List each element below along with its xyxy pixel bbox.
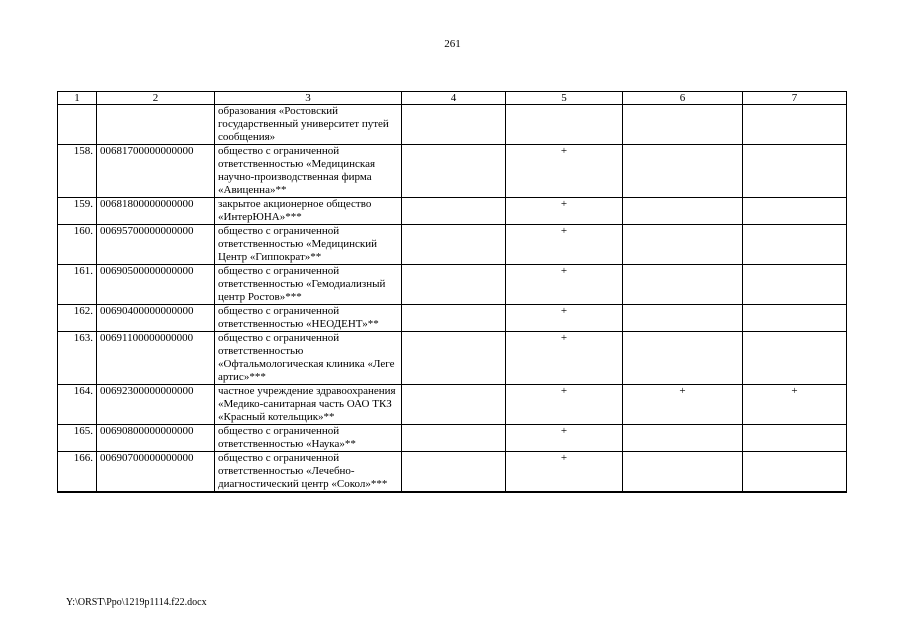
row-col7 bbox=[743, 305, 847, 332]
row-code: 00690400000000000 bbox=[97, 305, 215, 332]
row-col5: + bbox=[506, 198, 623, 225]
row-col6 bbox=[623, 198, 743, 225]
row-organization-name bbox=[215, 492, 402, 493]
row-col6 bbox=[623, 225, 743, 265]
row-col4 bbox=[402, 105, 506, 145]
column-header-5: 5 bbox=[506, 92, 623, 105]
row-code: 00690800000000000 bbox=[97, 425, 215, 452]
row-col6 bbox=[623, 305, 743, 332]
table-row bbox=[58, 332, 847, 385]
row-col6 bbox=[623, 332, 743, 385]
row-col7 bbox=[743, 198, 847, 225]
row-code: 00690700000000000 bbox=[97, 452, 215, 492]
row-code: 00692300000000000 bbox=[97, 385, 215, 425]
row-number: 162. bbox=[58, 305, 97, 332]
row-number: 163. bbox=[58, 332, 97, 385]
row-col6 bbox=[623, 452, 743, 492]
row-col5: + bbox=[506, 145, 623, 198]
column-header-6: 6 bbox=[623, 92, 743, 105]
column-header-4: 4 bbox=[402, 92, 506, 105]
row-col7 bbox=[743, 225, 847, 265]
row-organization-name: общество с ограниченной ответственностью «Наука»** bbox=[215, 425, 402, 452]
row-number: 165. bbox=[58, 425, 97, 452]
table-row bbox=[58, 145, 847, 198]
row-number: 158. bbox=[58, 145, 97, 198]
registry-table bbox=[57, 91, 847, 493]
row-organization-name: общество с ограниченной ответственностью «НЕОДЕНТ»** bbox=[215, 305, 402, 332]
row-col6: + bbox=[623, 385, 743, 425]
row-code bbox=[97, 492, 215, 493]
row-col4 bbox=[402, 332, 506, 385]
row-organization-name: общество с ограниченной ответственностью «Медицинский Центр «Гиппократ»** bbox=[215, 225, 402, 265]
row-col6 bbox=[623, 425, 743, 452]
row-number: 161. bbox=[58, 265, 97, 305]
column-header-3: 3 bbox=[215, 92, 402, 105]
row-col4 bbox=[402, 265, 506, 305]
row-col4 bbox=[402, 305, 506, 332]
row-col7 bbox=[743, 452, 847, 492]
row-organization-name: закрытое акционерное общество «ИнтерЮНА»*** bbox=[215, 198, 402, 225]
row-col4 bbox=[402, 145, 506, 198]
row-col5 bbox=[506, 105, 623, 145]
table-row bbox=[58, 198, 847, 225]
row-number: 159. bbox=[58, 198, 97, 225]
row-col6 bbox=[623, 265, 743, 305]
row-col5: + bbox=[506, 332, 623, 385]
row-col7 bbox=[743, 105, 847, 145]
row-col6 bbox=[623, 145, 743, 198]
row-code: 00695700000000000 bbox=[97, 225, 215, 265]
column-header-7: 7 bbox=[743, 92, 847, 105]
row-code: 00691100000000000 bbox=[97, 332, 215, 385]
table-row bbox=[58, 105, 847, 145]
header-row bbox=[58, 92, 847, 105]
row-code: 00681700000000000 bbox=[97, 145, 215, 198]
row-col7 bbox=[743, 425, 847, 452]
row-col4 bbox=[402, 198, 506, 225]
row-col5: + bbox=[506, 305, 623, 332]
row-col4 bbox=[402, 452, 506, 492]
row-col5: + bbox=[506, 452, 623, 492]
row-organization-name: общество с ограниченной ответственностью «Лечебно-диагностический центр «Сокол»*** bbox=[215, 452, 402, 492]
row-organization-name: общество с ограниченной ответственностью «Медицинская научно-производственная фирма «Авиценна»** bbox=[215, 145, 402, 198]
row-number: 166. bbox=[58, 452, 97, 492]
row-col7 bbox=[743, 145, 847, 198]
table-row bbox=[58, 425, 847, 452]
row-number: 160. bbox=[58, 225, 97, 265]
row-col6 bbox=[623, 105, 743, 145]
row-number bbox=[58, 105, 97, 145]
table-row bbox=[58, 265, 847, 305]
table-row bbox=[58, 385, 847, 425]
row-organization-name: общество с ограниченной ответственностью «Гемодиализный центр Ростов»*** bbox=[215, 265, 402, 305]
row-col7 bbox=[743, 265, 847, 305]
row-col4 bbox=[402, 225, 506, 265]
row-organization-name: частное учреждение здравоохранения «Медико-санитарная часть ОАО ТКЗ «Красный котельщик»** bbox=[215, 385, 402, 425]
table-row bbox=[58, 305, 847, 332]
row-col5: + bbox=[506, 385, 623, 425]
column-header-2: 2 bbox=[97, 92, 215, 105]
row-col6 bbox=[623, 492, 743, 493]
page-number: 261 bbox=[444, 38, 461, 50]
table-row bbox=[58, 452, 847, 492]
table-row bbox=[58, 492, 847, 493]
row-col7 bbox=[743, 332, 847, 385]
row-col4 bbox=[402, 425, 506, 452]
table-row bbox=[58, 225, 847, 265]
row-code bbox=[97, 105, 215, 145]
row-code: 00690500000000000 bbox=[97, 265, 215, 305]
row-number bbox=[58, 492, 97, 493]
row-col7: + bbox=[743, 385, 847, 425]
row-col4 bbox=[402, 492, 506, 493]
row-col5: + bbox=[506, 425, 623, 452]
row-organization-name: общество с ограниченной ответственностью «Офтальмологическая клиника «Леге артис»*** bbox=[215, 332, 402, 385]
column-header-1: 1 bbox=[58, 92, 97, 105]
row-col5 bbox=[506, 492, 623, 493]
footer-file-path: Y:\ORST\Ppo\1219p1114.f22.docx bbox=[66, 597, 207, 608]
row-code: 00681800000000000 bbox=[97, 198, 215, 225]
row-col5: + bbox=[506, 225, 623, 265]
row-number: 164. bbox=[58, 385, 97, 425]
row-col7 bbox=[743, 492, 847, 493]
row-col5: + bbox=[506, 265, 623, 305]
row-col4 bbox=[402, 385, 506, 425]
row-organization-name: образования «Ростовский государственный университет путей сообщения» bbox=[215, 105, 402, 145]
